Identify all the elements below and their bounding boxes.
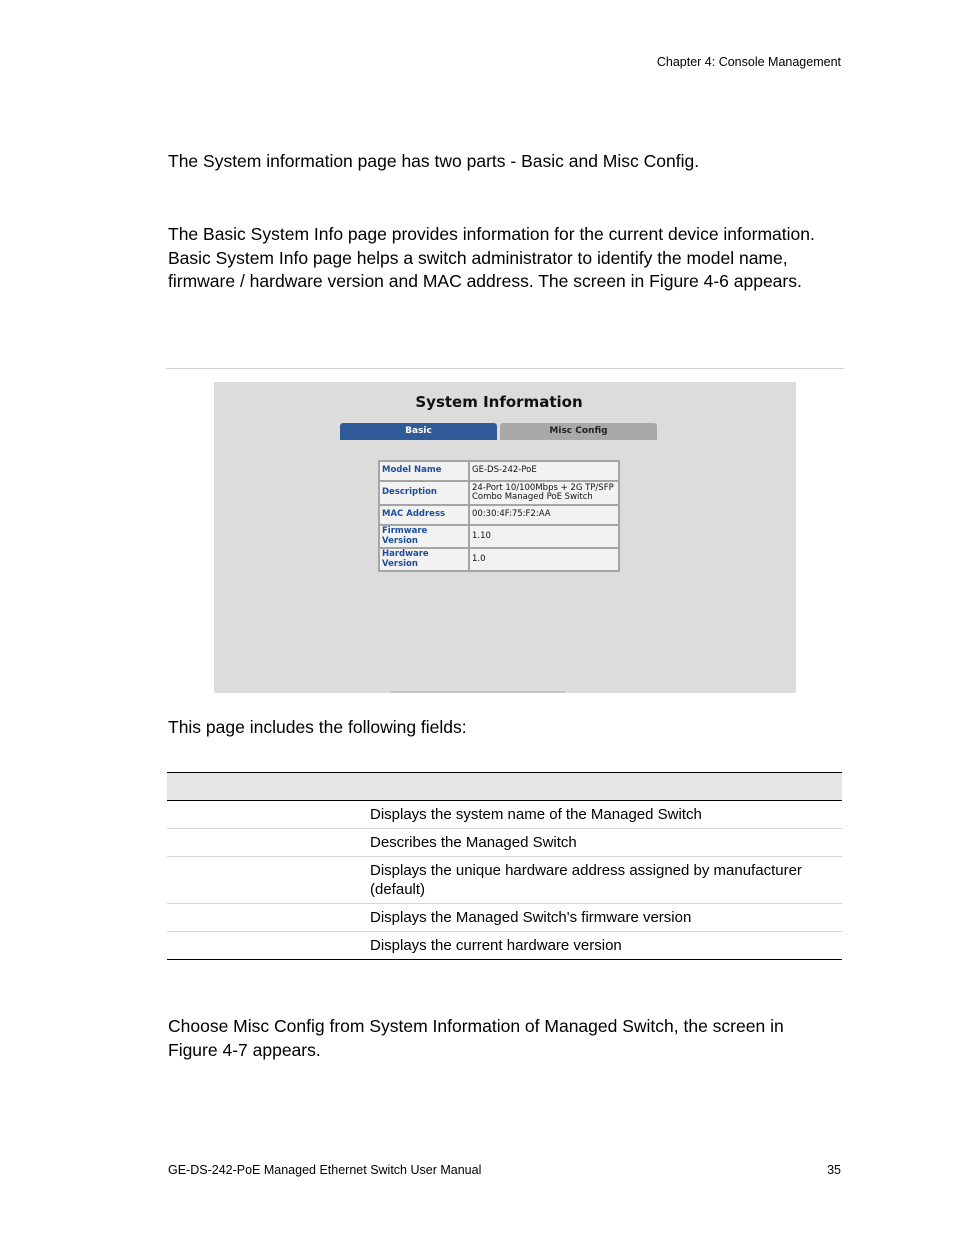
section-divider [166,368,844,369]
misc-config-paragraph: Choose Misc Config from System Information of Managed Switch, the screen in Figure 4-7 appears. [168,1016,784,1060]
info-value: 1.10 [469,525,619,548]
field-description: Displays the Managed Switch's firmware version [370,904,842,932]
system-information-screenshot [214,382,796,693]
info-value-line: Combo Managed PoE Switch [472,492,593,502]
footer-manual-title: GE-DS-242-PoE Managed Ethernet Switch User Manual [168,1163,482,1177]
info-row-mac-address [379,505,619,525]
tab-misc-config[interactable]: Misc Config [500,423,657,440]
fields-intro-paragraph: This page includes the following fields: [168,717,467,737]
info-value: 1.0 [469,548,619,571]
field-description-line: Displays the unique hardware address assigned by manufacturer [370,862,802,879]
info-label: Model Name [379,461,469,481]
info-row-hardware-version [379,548,619,571]
field-description: Displays the current hardware version [370,932,842,960]
info-row-firmware-version [379,525,619,548]
field-object [167,932,370,960]
screenshot-title: System Information [415,393,583,411]
info-label: Hardware Version [379,548,469,571]
fields-table-header [167,773,842,801]
intro-paragraph: The System information page has two parts - Basic and Misc Config. [168,151,700,171]
tab-basic[interactable]: Basic [340,423,497,440]
info-value: 00:30:4F:75:F2:AA [469,505,619,525]
info-value-line: 24-Port 10/100Mbps + 2G TP/SFP [472,482,614,493]
info-row-model-name [379,461,619,481]
table-row [167,801,842,829]
info-label: Description [379,481,469,505]
field-object [167,857,370,904]
screenshot-scroll-edge [390,691,565,693]
field-description [370,857,842,904]
field-description: Displays the system name of the Managed Switch [370,801,842,829]
table-row [167,857,842,904]
header-description [370,773,842,801]
footer-page-number: 35 [827,1163,841,1177]
info-value [469,481,619,505]
info-label: Firmware Version [379,525,469,548]
field-object [167,904,370,932]
table-row [167,829,842,857]
running-header: Chapter 4: Console Management [656,55,841,69]
info-row-description [379,481,619,505]
info-value: GE-DS-242-PoE [469,461,619,481]
table-row [167,904,842,932]
field-object [167,801,370,829]
field-description-line: (default) [370,881,426,898]
header-object [167,773,370,801]
fields-table [167,772,842,960]
field-object [167,829,370,857]
info-label: MAC Address [379,505,469,525]
table-row [167,932,842,960]
field-description: Describes the Managed Switch [370,829,842,857]
basic-info-paragraph: The Basic System Info page provides information for the current device information. Basic System Info page helps a switch administrator to identify the model name, firmware / hardware version and MAC address. The screen in Figure 4-6 appears. [168,224,815,291]
system-info-table [378,460,620,572]
